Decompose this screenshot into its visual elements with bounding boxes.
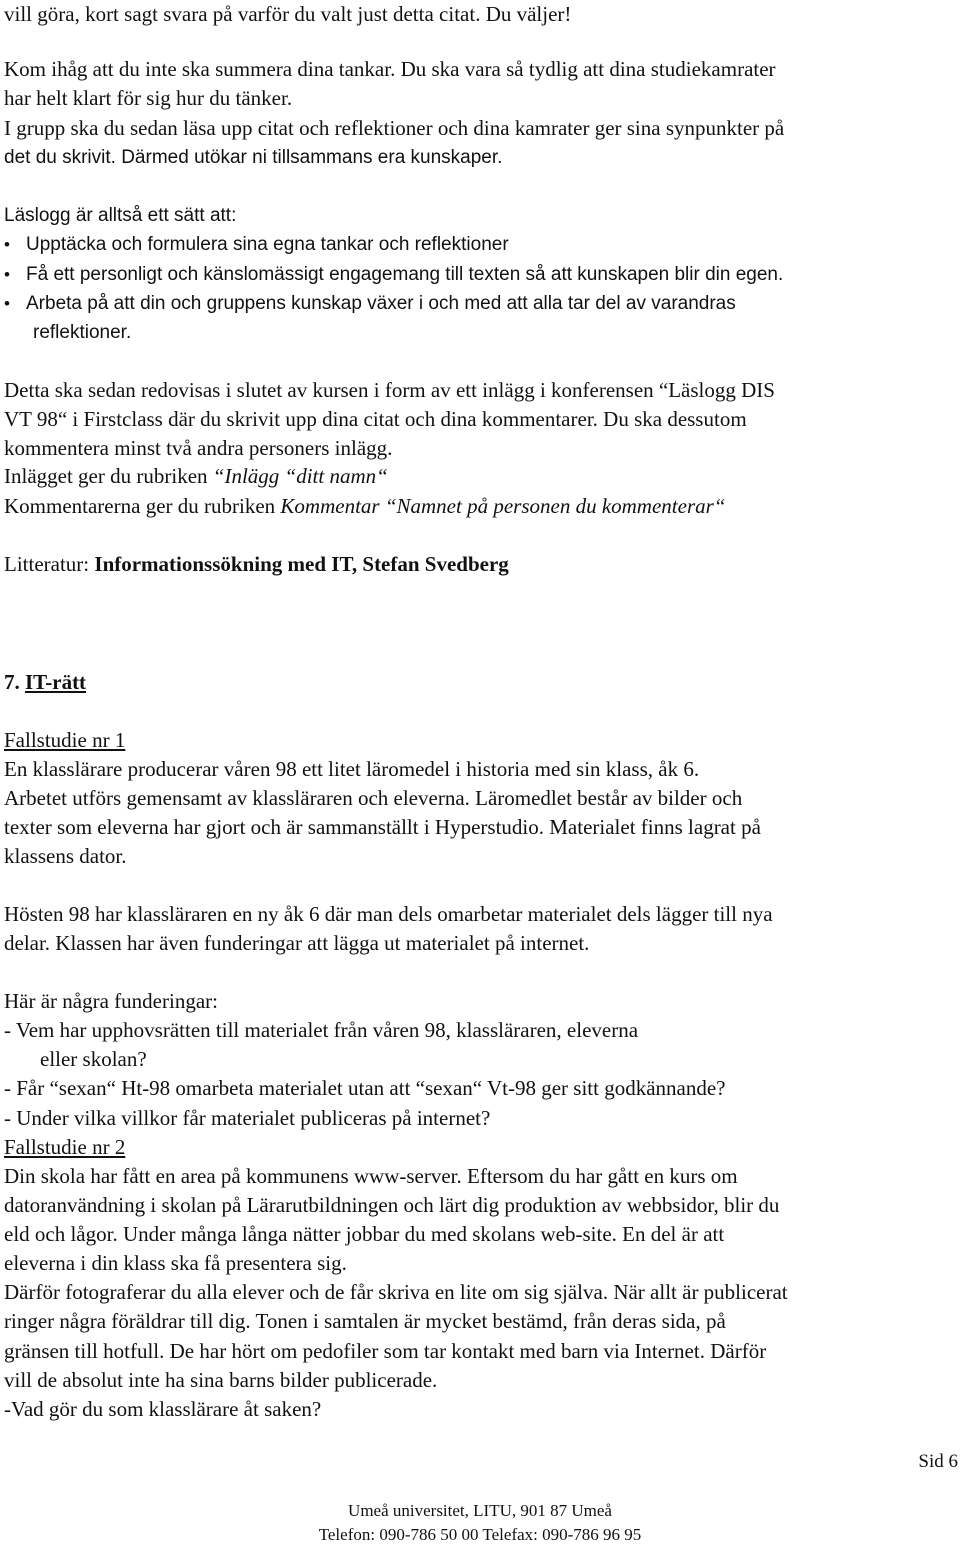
case-heading: Fallstudie nr 2 (4, 1135, 126, 1159)
heading-instruction (4, 462, 388, 491)
text-line: Arbetet utförs gemensamt av klassläraren och eleverna. Läromedlet består av bilder och (4, 786, 743, 810)
bullet-text-continuation: reflektioner. (33, 322, 132, 343)
question-item: - Vem har upphovsrätten till materialet från våren 98, klassläraren, eleverna (4, 1018, 639, 1042)
text-line: VT 98“ i Firstclass där du skrivit upp dina citat och dina kommentarer. Du ska dessutom (4, 407, 747, 431)
question-item: - Under vilka villkor får materialet publiceras på internet? (4, 1106, 491, 1130)
text-line: vill göra, kort sagt svara på varför du valt just detta citat. Du väljer! (4, 2, 572, 26)
bullet-item (4, 260, 783, 289)
text-line: Detta ska sedan redovisas i slutet av kursen i form av ett inlägg i konferensen “Läslogg DIS (4, 378, 775, 402)
text-line: Kom ihåg att du inte ska summera dina tankar. Du ska vara så tydlig att dina studiekamrater (4, 57, 776, 81)
text-line: Din skola har fått en area på kommunens www-server. Eftersom du har gått en kurs om (4, 1164, 738, 1188)
bullet-text: Arbeta på att din och gruppens kunskap växer i och med att alla tar del av varandras (26, 293, 736, 314)
literature-label: Litteratur: (4, 552, 95, 576)
question-item-continuation: eller skolan? (40, 1047, 147, 1071)
text-line: eld och lågor. Under många långa nätter jobbar du med skolans web-site. En del är att (4, 1222, 725, 1246)
text-line: det du skrivit. Därmed utökar ni tillsammans era kunskaper. (4, 147, 503, 168)
footer-contact: Telefon: 090-786 50 00 Telefax: 090-786 96 95 (318, 1525, 642, 1544)
case-heading: Fallstudie nr 1 (4, 728, 126, 752)
text-line: Hösten 98 har klassläraren en ny åk 6 där man dels omarbetar materialet dels lägger till nya (4, 902, 773, 926)
bullet-icon: • (4, 294, 10, 313)
bullet-item (4, 230, 509, 259)
text-line: gränsen till hotfull. De har hört om pedofiler som tar kontakt med barn via Internet. Därför (4, 1339, 767, 1363)
text-line: delar. Klassen har även funderingar att lägga ut materialet på internet. (4, 931, 590, 955)
bullet-icon: • (4, 265, 10, 284)
footer-address: Umeå universitet, LITU, 901 87 Umeå (348, 1501, 612, 1520)
text-line: texter som eleverna har gjort och är sammanställt i Hyperstudio. Materialet finns lagrat på (4, 815, 761, 839)
section-number: 7. (4, 670, 25, 694)
text-line: vill de absolut inte ha sina barns bilder publicerade. (4, 1368, 438, 1392)
questions-intro: Här är några funderingar: (4, 989, 218, 1013)
instruction-heading-example: Kommentar “Namnet på personen du kommenterar“ (280, 494, 726, 518)
text-line: kommentera minst två andra personers inlägg. (4, 436, 393, 460)
text-line: eleverna i din klass ska få presentera sig. (4, 1251, 347, 1275)
bullet-icon: • (4, 235, 10, 254)
instruction-text: Kommentarerna ger du rubriken (4, 494, 281, 518)
literature-title: Informationssökning med IT, Stefan Svedberg (94, 552, 509, 576)
bullet-text: Få ett personligt och känslomässigt engagemang till texten så att kunskapen blir din egen. (26, 264, 784, 285)
text-line: ringer några föräldrar till dig. Tonen i samtalen är mycket bestämd, från deras sida, på (4, 1309, 726, 1333)
section-title: IT-rätt (25, 670, 87, 694)
text-line: -Vad gör du som klasslärare åt saken? (4, 1397, 322, 1421)
heading-instruction (4, 492, 725, 521)
instruction-text: Inlägget ger du rubriken (4, 464, 213, 488)
question-item: - Får “sexan“ Ht-98 omarbeta materialet utan att “sexan“ Vt-98 ger sitt godkännande? (4, 1076, 726, 1100)
text-line: datoranvändning i skolan på Lärarutbildningen och lärt dig produktion av webbsidor, blir du (4, 1193, 780, 1217)
text-line: Därför fotograferar du alla elever och de får skriva en lite om sig själva. När allt är publicerat (4, 1280, 788, 1304)
page-number: Sid 6 (918, 1451, 958, 1472)
literature-line (4, 550, 509, 579)
text-line: I grupp ska du sedan läsa upp citat och reflektioner och dina kamrater ger sina synpunkter på (4, 116, 785, 140)
instruction-heading-example: “Inlägg “ditt namn“ (212, 464, 388, 488)
text-line: klassens dator. (4, 844, 127, 868)
bullet-item (4, 289, 736, 318)
text-line: har helt klart för sig hur du tänker. (4, 86, 293, 110)
list-intro: Läslogg är alltså ett sätt att: (4, 205, 237, 226)
bullet-text: Upptäcka och formulera sina egna tankar och reflektioner (26, 234, 509, 255)
text-line: En klasslärare producerar våren 98 ett litet läromedel i historia med sin klass, åk 6. (4, 757, 700, 781)
section-heading (4, 668, 86, 697)
